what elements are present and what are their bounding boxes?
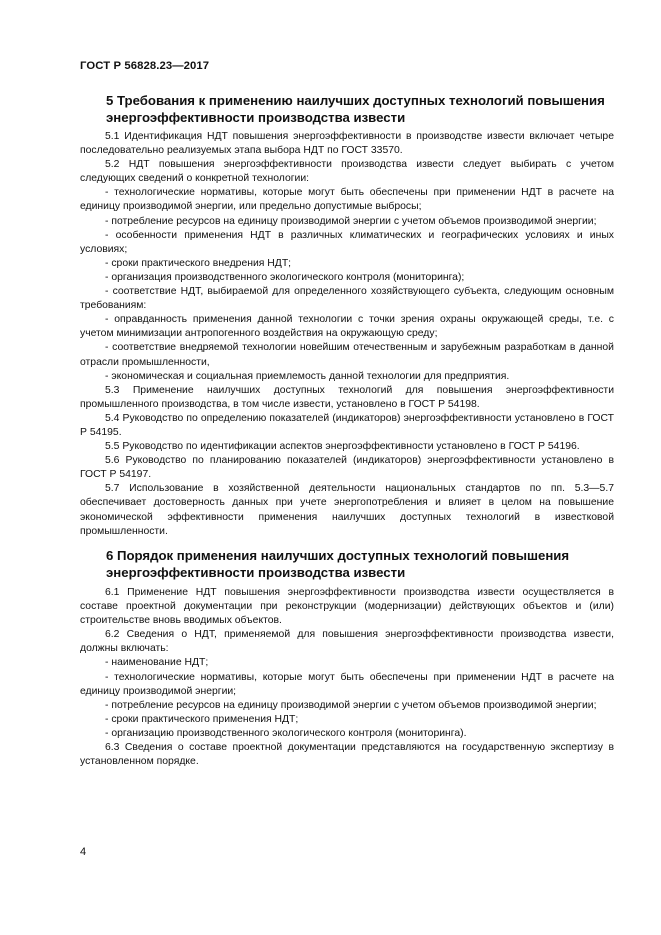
list-item: - технологические нормативы, которые могут быть обеспечены при применении НДТ в расчете на единицу производимой энергии, или предельно допустимые выбросы; [80, 187, 614, 213]
paragraph: 5.4 Руководство по определению показателей (индикаторов) энергоэффективности установлено в ГОСТ Р 54195. [80, 412, 614, 438]
list-item: - организацию производственного экологического контроля (мониторинга). [105, 727, 467, 739]
list-item: - технологические нормативы, которые могут быть обеспечены при применении НДТ в расчете на единицу производимой энергии; [80, 671, 614, 697]
paragraph: 5.1 Идентификация НДТ повышения энергоэффективности в производстве извести включает четыре последовательно реализуемых этапа выбора НДТ по ГОСТ 33570. [80, 131, 614, 157]
section-6-body [80, 586, 614, 769]
list-item: - потребление ресурсов на единицу производимой энергии с учетом объемов производимой энергии; [105, 215, 597, 227]
list-item: - сроки практического внедрения НДТ; [105, 257, 292, 269]
paragraph: 5.5 Руководство по идентификации аспектов энергоэффективности установлено в ГОСТ Р 54196. [105, 441, 580, 453]
list-item: - экономическая и социальная приемлемость данной технологии для предприятия. [105, 370, 510, 382]
list-item: - особенности применения НДТ в различных климатических и географических условиях и иных условиях; [80, 229, 614, 255]
section-5-heading: 5 Требования к применению наилучших доступных технологий повышения энергоэффективности производства извести [106, 93, 605, 125]
paragraph: 6.3 Сведения о составе проектной документации представляются на государственную экспертизу в установленном порядке. [80, 742, 614, 768]
page-number: 4 [80, 846, 87, 858]
list-item: - потребление ресурсов на единицу производимой энергии с учетом объемов производимой энергии; [105, 699, 597, 711]
paragraph: 5.3 Применение наилучших доступных технологий для повышения энергоэффективности промышленного производства, в том числе извести, установлено в ГОСТ Р 54198. [80, 384, 614, 410]
list-item: - организация производственного экологического контроля (мониторинга); [105, 271, 465, 283]
list-item: - соответствие НДТ, выбираемой для определенного хозяйствующего субъекта, следующим основным требованиям: [80, 286, 614, 312]
list-item: - соответствие внедряемой технологии новейшим отечественным и зарубежным разработкам в данной отрасли промышленности, [80, 342, 614, 368]
paragraph: 6.2 Сведения о НДТ, применяемой для повышения энергоэффективности производства извести, должны включать: [80, 629, 614, 655]
list-item: - наименование НДТ; [105, 657, 209, 669]
paragraph: 5.2 НДТ повышения энергоэффективности производства извести следует выбирать с учетом следующих сведений о конкретной технологии: [80, 159, 614, 185]
paragraph: 5.6 Руководство по планированию показателей (индикаторов) энергоэффективности установлено в ГОСТ Р 54197. [80, 455, 614, 481]
document-code: ГОСТ Р 56828.23—2017 [80, 60, 210, 72]
list-item: - оправданность применения данной технологии с точки зрения охраны окружающей среды, т.е. с учетом минимизации антропогенного воздействия на окружающую среду; [80, 314, 614, 340]
list-item: - сроки практического применения НДТ; [105, 713, 299, 725]
paragraph: 5.7 Использование в хозяйственной деятельности национальных стандартов по пп. 5.3—5.7 обеспечивает достоверность данных при учете энергопотребления и влияет в целом на повышение экономической эффективности применения наилучших доступных технологий в известковой промышленности. [80, 483, 614, 537]
paragraph: 6.1 Применение НДТ повышения энергоэффективности производства извести осуществляется в составе проектной документации при реконструкции (модернизации) действующих объектов и (или) строительстве вновь вводимых объектов. [80, 587, 614, 627]
section-5-body [80, 130, 614, 539]
section-6-heading: 6 Порядок применения наилучших доступных технологий повышения энергоэффективности производства извести [106, 548, 570, 580]
